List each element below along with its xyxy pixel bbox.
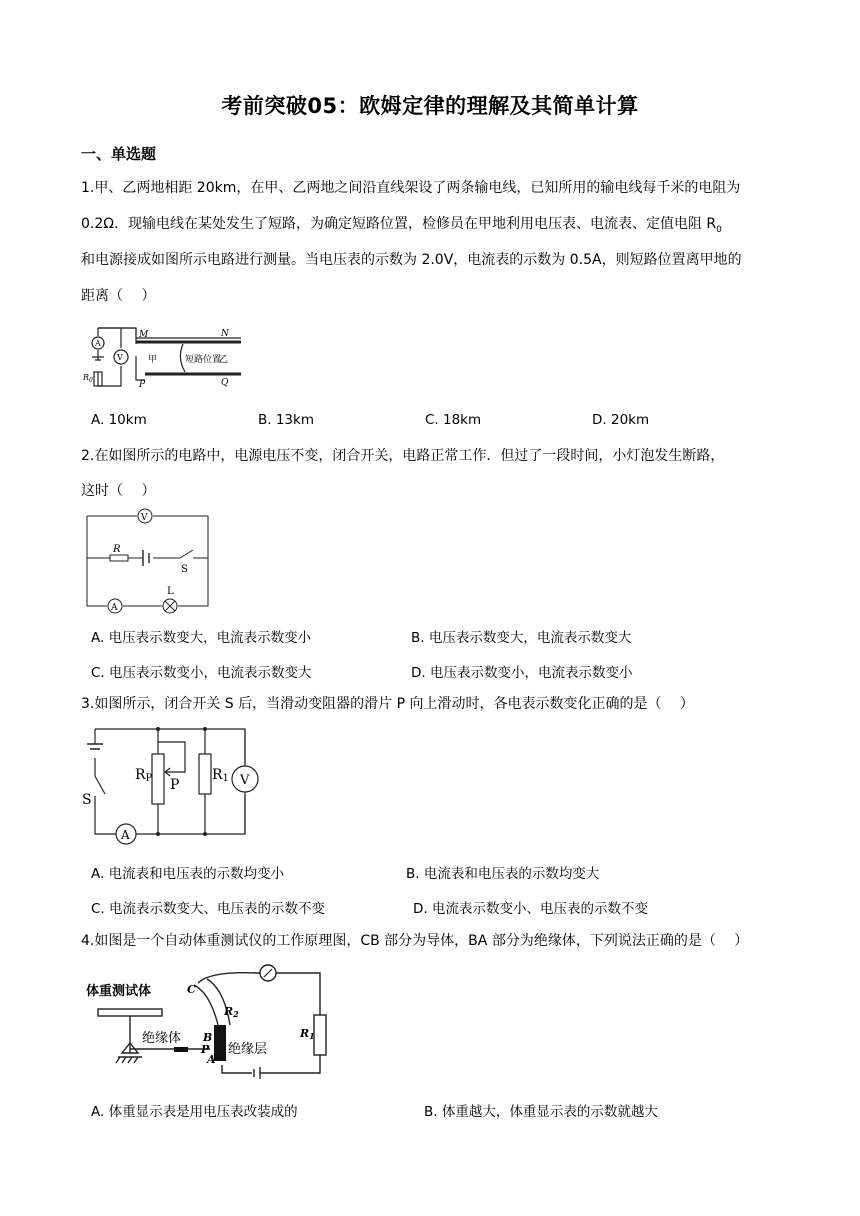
- q1-ammeter-label: A: [95, 339, 101, 348]
- q4-label-insulator: 绝缘体: [142, 1031, 182, 1046]
- q4-label-b: B: [203, 1031, 213, 1044]
- q4-option-a[interactable]: A. 体重显示表是用电压表改装成的: [91, 1104, 298, 1120]
- q2-label-r: R: [113, 544, 121, 555]
- q4-label-r1: R1: [300, 1027, 315, 1041]
- q4-label-title: 体重测试体: [86, 984, 152, 999]
- q2-ammeter-label: A: [111, 603, 118, 613]
- q2-label-l: L: [167, 586, 174, 597]
- q4-label-insulating-layer: 绝缘层: [228, 1042, 268, 1057]
- q4-label-r2: R2: [224, 1005, 239, 1019]
- q3-label-rp: RP: [135, 767, 153, 784]
- q3-label-r1: R1: [212, 767, 229, 784]
- q4-label-p: P: [201, 1043, 210, 1056]
- section-heading: 一、单选题: [81, 145, 157, 163]
- q1-label-m: M: [139, 330, 149, 340]
- q3-option-c[interactable]: C. 电流表示数变大、电压表的示数不变: [91, 901, 326, 917]
- q3-ammeter-label: A: [121, 828, 130, 842]
- q2-option-b[interactable]: B. 电压表示数变大，电流表示数变大: [411, 630, 632, 646]
- q1-option-c[interactable]: C. 18km: [425, 412, 482, 428]
- q2-voltmeter-label: V: [141, 513, 148, 523]
- q1-circuit-figure: [81, 322, 241, 392]
- q1-option-d[interactable]: D. 20km: [592, 412, 650, 428]
- q1-label-yi: 乙: [219, 355, 229, 365]
- q1-label-n: N: [221, 329, 229, 339]
- q3-option-d[interactable]: D. 电流表示数变小、电压表的示数不变: [413, 901, 648, 917]
- q3-option-a[interactable]: A. 电流表和电压表的示数均变小: [91, 866, 285, 882]
- q2-option-c[interactable]: C. 电压表示数变小，电流表示数变大: [91, 665, 312, 681]
- q1-text-line-4: 距离（ ）: [81, 288, 156, 304]
- q2-option-a[interactable]: A. 电压表示数变大，电流表示数变小: [91, 630, 312, 646]
- q1-text-line-1: 1.甲、乙两地相距 20km，在甲、乙两地之间沿直线架设了两条输电线，已知所用的输电线每千米的电阻为: [81, 180, 741, 196]
- q3-voltmeter-label: V: [240, 773, 250, 788]
- q4-text-line-1: 4.如图是一个自动体重测试仪的工作原理图，CB 部分为导体，BA 部分为绝缘体，下列说法正确的是（ ）: [81, 933, 749, 949]
- q1-label-short: 短路位置: [185, 355, 222, 365]
- q4-option-b[interactable]: B. 体重越大，体重显示表的示数就越大: [424, 1104, 658, 1120]
- page-title: 考前突破05：欧姆定律的理解及其简单计算: [221, 94, 639, 118]
- q1-option-a[interactable]: A. 10km: [91, 412, 147, 428]
- q2-text-line-1: 2.在如图所示的电路中，电源电压不变，闭合开关，电路正常工作．但过了一段时间，小灯泡发生断路，: [81, 448, 725, 464]
- q2-label-s: S: [181, 564, 188, 575]
- q3-text-line-1: 3.如图所示，闭合开关 S 后，当滑动变阻器的滑片 P 向上滑动时，各电表示数变化正确的是（ ）: [81, 696, 694, 712]
- q1-text-line-2: 0.2Ω．现输电线在某处发生了短路，为确定短路位置，检修员在甲地利用电压表、电流表、定值电阻 $R_0$: [81, 216, 722, 235]
- q3-circuit-figure: [80, 724, 265, 842]
- q1-option-b[interactable]: B. 13km: [258, 412, 314, 428]
- q2-option-d[interactable]: D. 电压表示数变小，电流表示数变小: [411, 665, 633, 681]
- q4-label-c: C: [187, 983, 196, 996]
- q1-label-q: Q: [221, 378, 229, 388]
- q1-label-r0: $R_0$: [83, 373, 93, 384]
- q4-weight-scale-figure: [82, 965, 337, 1080]
- q1-label-jia: 甲: [148, 355, 158, 365]
- q3-label-s: S: [82, 792, 92, 808]
- q1-label-p: P: [139, 380, 146, 390]
- q1-voltmeter-label: V: [117, 353, 123, 362]
- q4-label-a: A: [207, 1053, 216, 1066]
- q2-text-line-2: 这时（ ）: [81, 483, 156, 499]
- q1-text-line-3: 和电源接成如图所示电路进行测量。当电压表的示数为 2.0V，电流表的示数为 0.5A，则短路位置离甲地的: [81, 252, 742, 268]
- q3-option-b[interactable]: B. 电流表和电压表的示数均变大: [406, 866, 600, 882]
- q3-label-p: P: [170, 777, 180, 793]
- q2-circuit-figure: [85, 506, 210, 611]
